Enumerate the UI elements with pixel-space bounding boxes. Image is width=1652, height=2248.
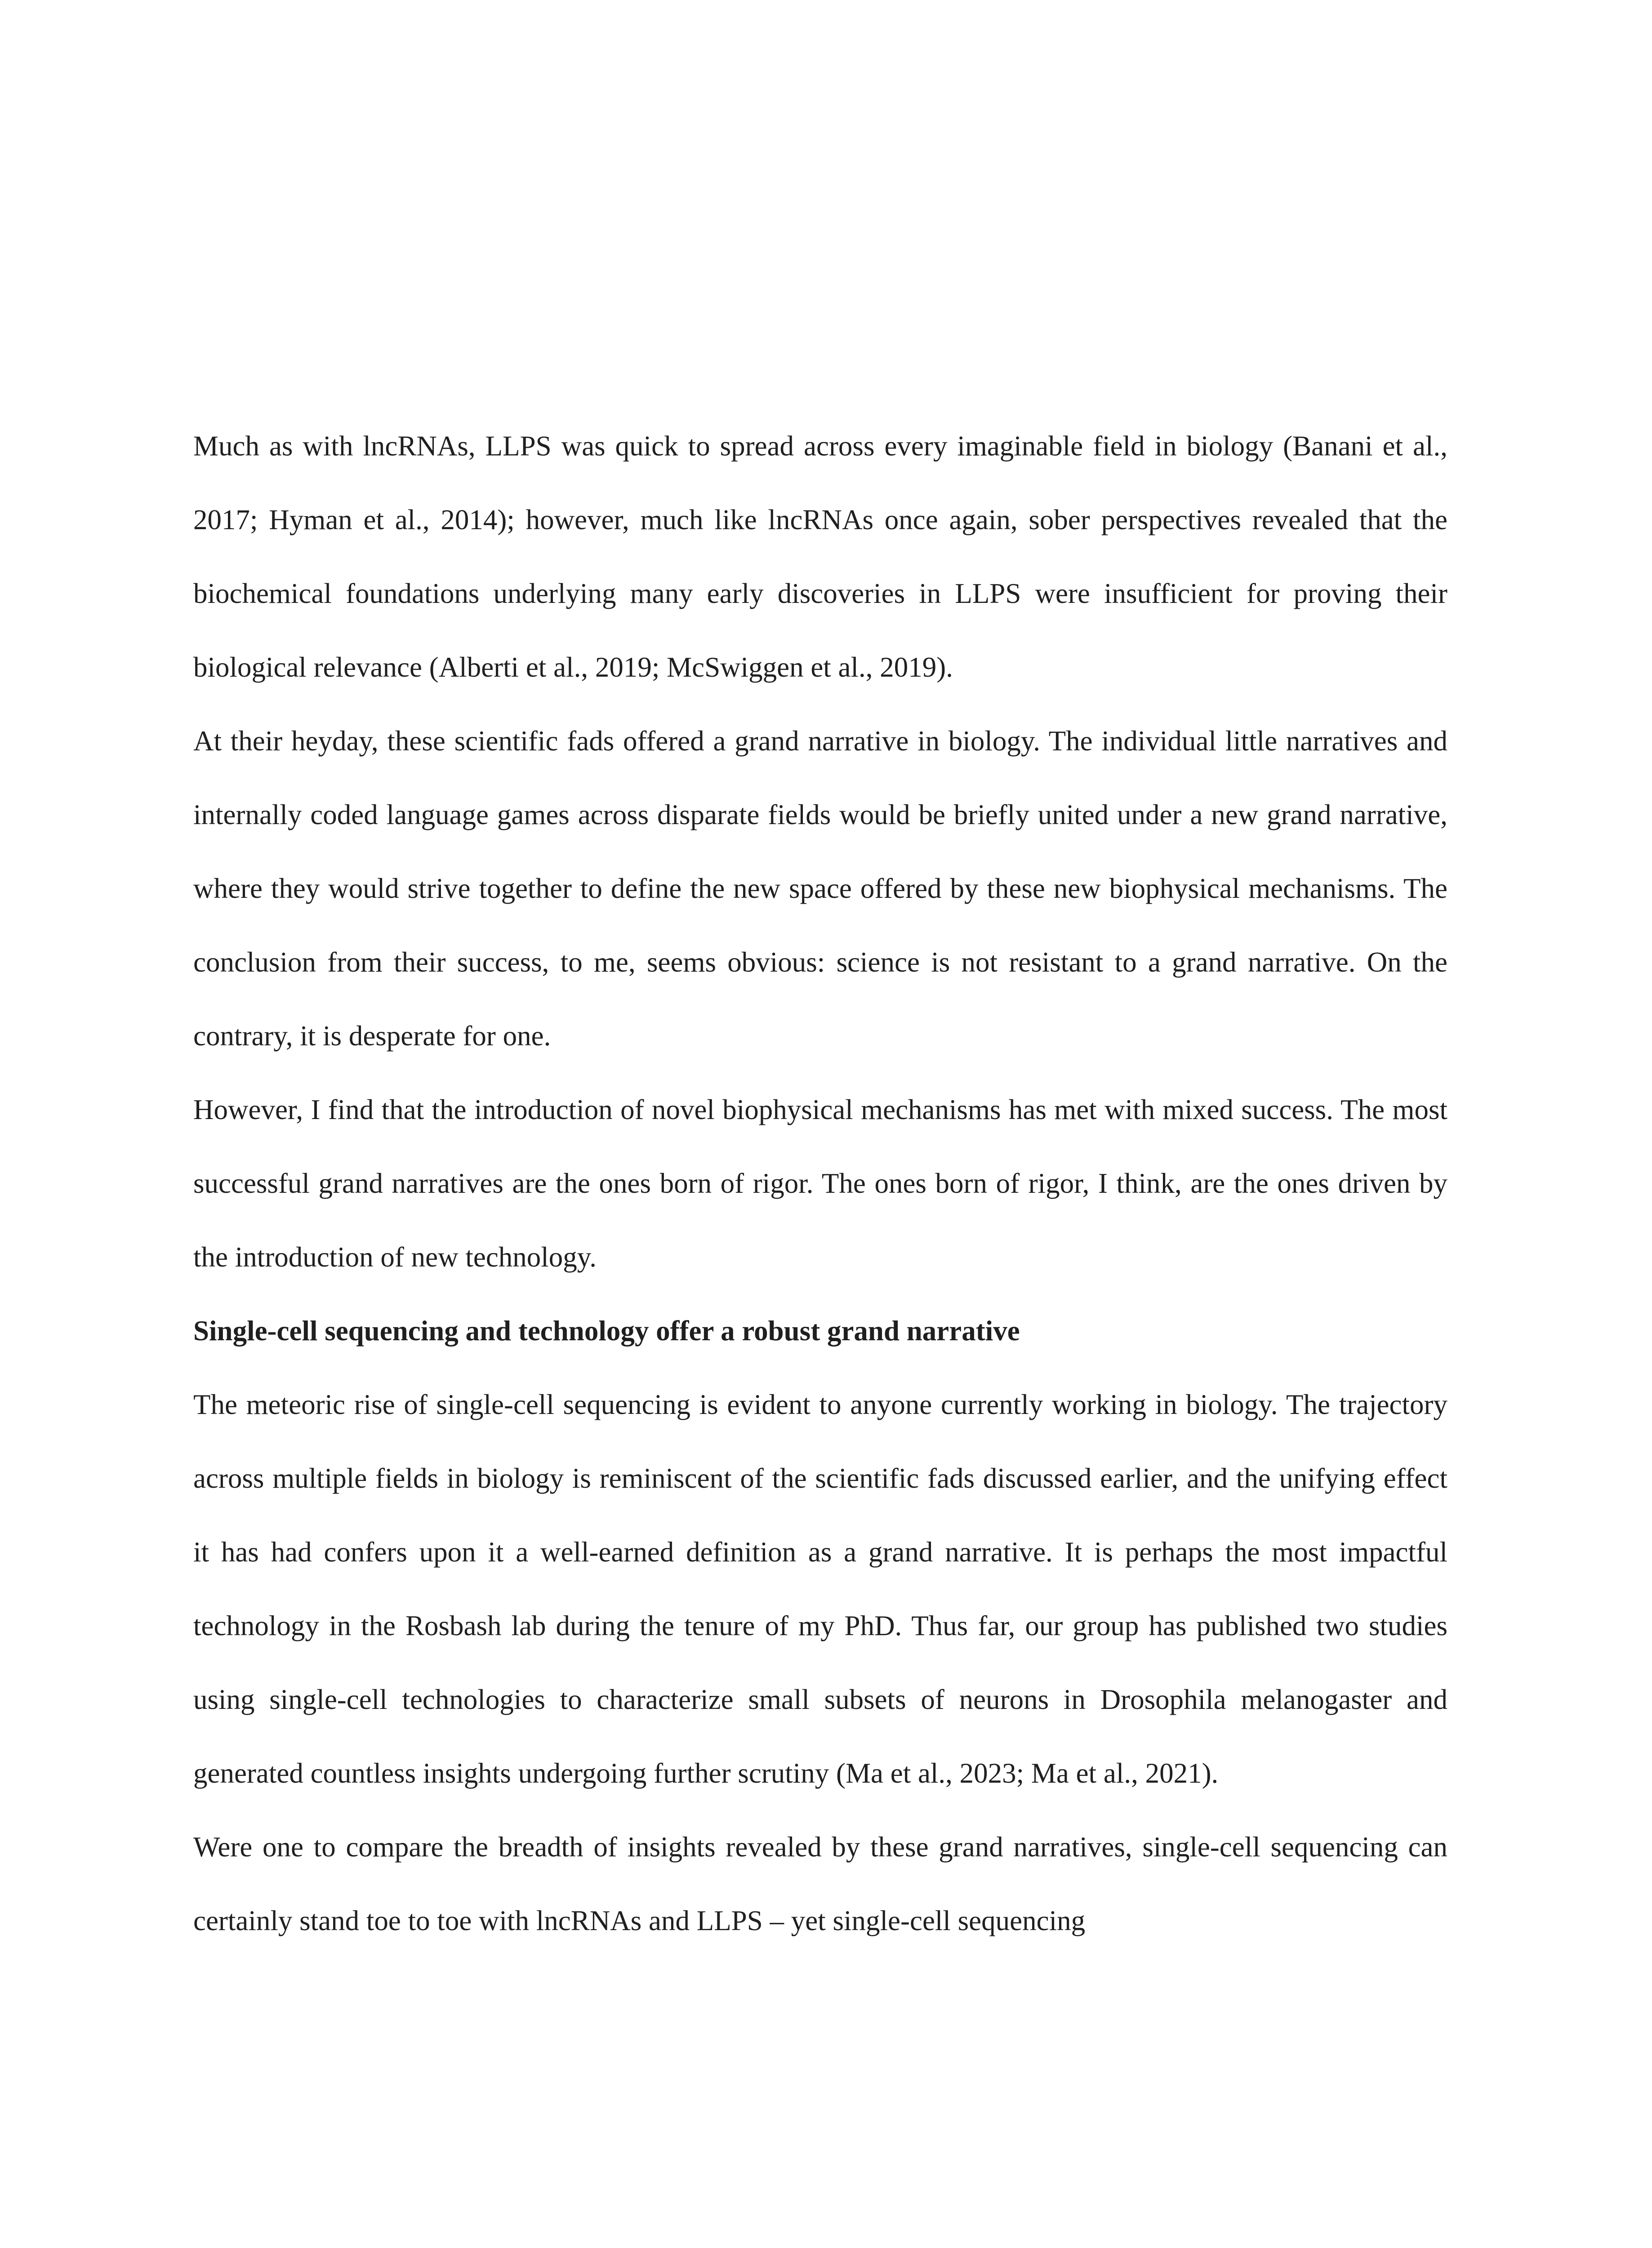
paragraph-compare: Were one to compare the breadth of insights revealed by these grand narratives, single-cell sequencing can certainly stand toe to toe with lncRNAs and LLPS – yet single-cell sequencing — [193, 1831, 1447, 1936]
paragraph-heyday: At their heyday, these scientific fads offered a grand narrative in biology. The individual little narratives and internally coded language games across disparate fields would be briefly united under a new grand narrative, where they would strive together to define the new space offered by these new biophysical mechanisms. The conclusion from their success, to me, seems obvious: science is not resistant to a grand narrative. On the contrary, it is desperate for one. — [193, 725, 1447, 1052]
paragraph-llps: Much as with lncRNAs, LLPS was quick to spread across every imaginable field in biology (Banani et al., 2017; Hyman et al., 2014); however, much like lncRNAs once again, sober perspectives revealed that the biochemical foundations underlying many early discoveries in LLPS were insufficient for proving their biological relevance (Alberti et al., 2019; McSwiggen et al., 2019). — [193, 430, 1447, 683]
paragraph-single-cell: The meteoric rise of single-cell sequencing is evident to anyone currently working in biology. The trajectory across multiple fields in biology is reminiscent of the scientific fads discussed earlier, and the unifying effect it has had confers upon it a well-earned definition as a grand narrative. It is perhaps the most impactful technology in the Rosbash lab during the tenure of my PhD. Thus far, our group has published two studies using single-cell technologies to characterize small subsets of neurons in Drosophila melanogaster and generated countless insights undergoing further scrutiny (Ma et al., 2023; Ma et al., 2021). — [193, 1389, 1447, 1789]
body-text — [193, 409, 1447, 1958]
section-heading: Single-cell sequencing and technology offer a robust grand narrative — [193, 1315, 1020, 1347]
paragraph-mixed-success: However, I find that the introduction of novel biophysical mechanisms has met with mixed success. The most successful grand narratives are the ones born of rigor. The ones born of rigor, I think, are the ones driven by the introduction of new technology. — [193, 1094, 1447, 1273]
